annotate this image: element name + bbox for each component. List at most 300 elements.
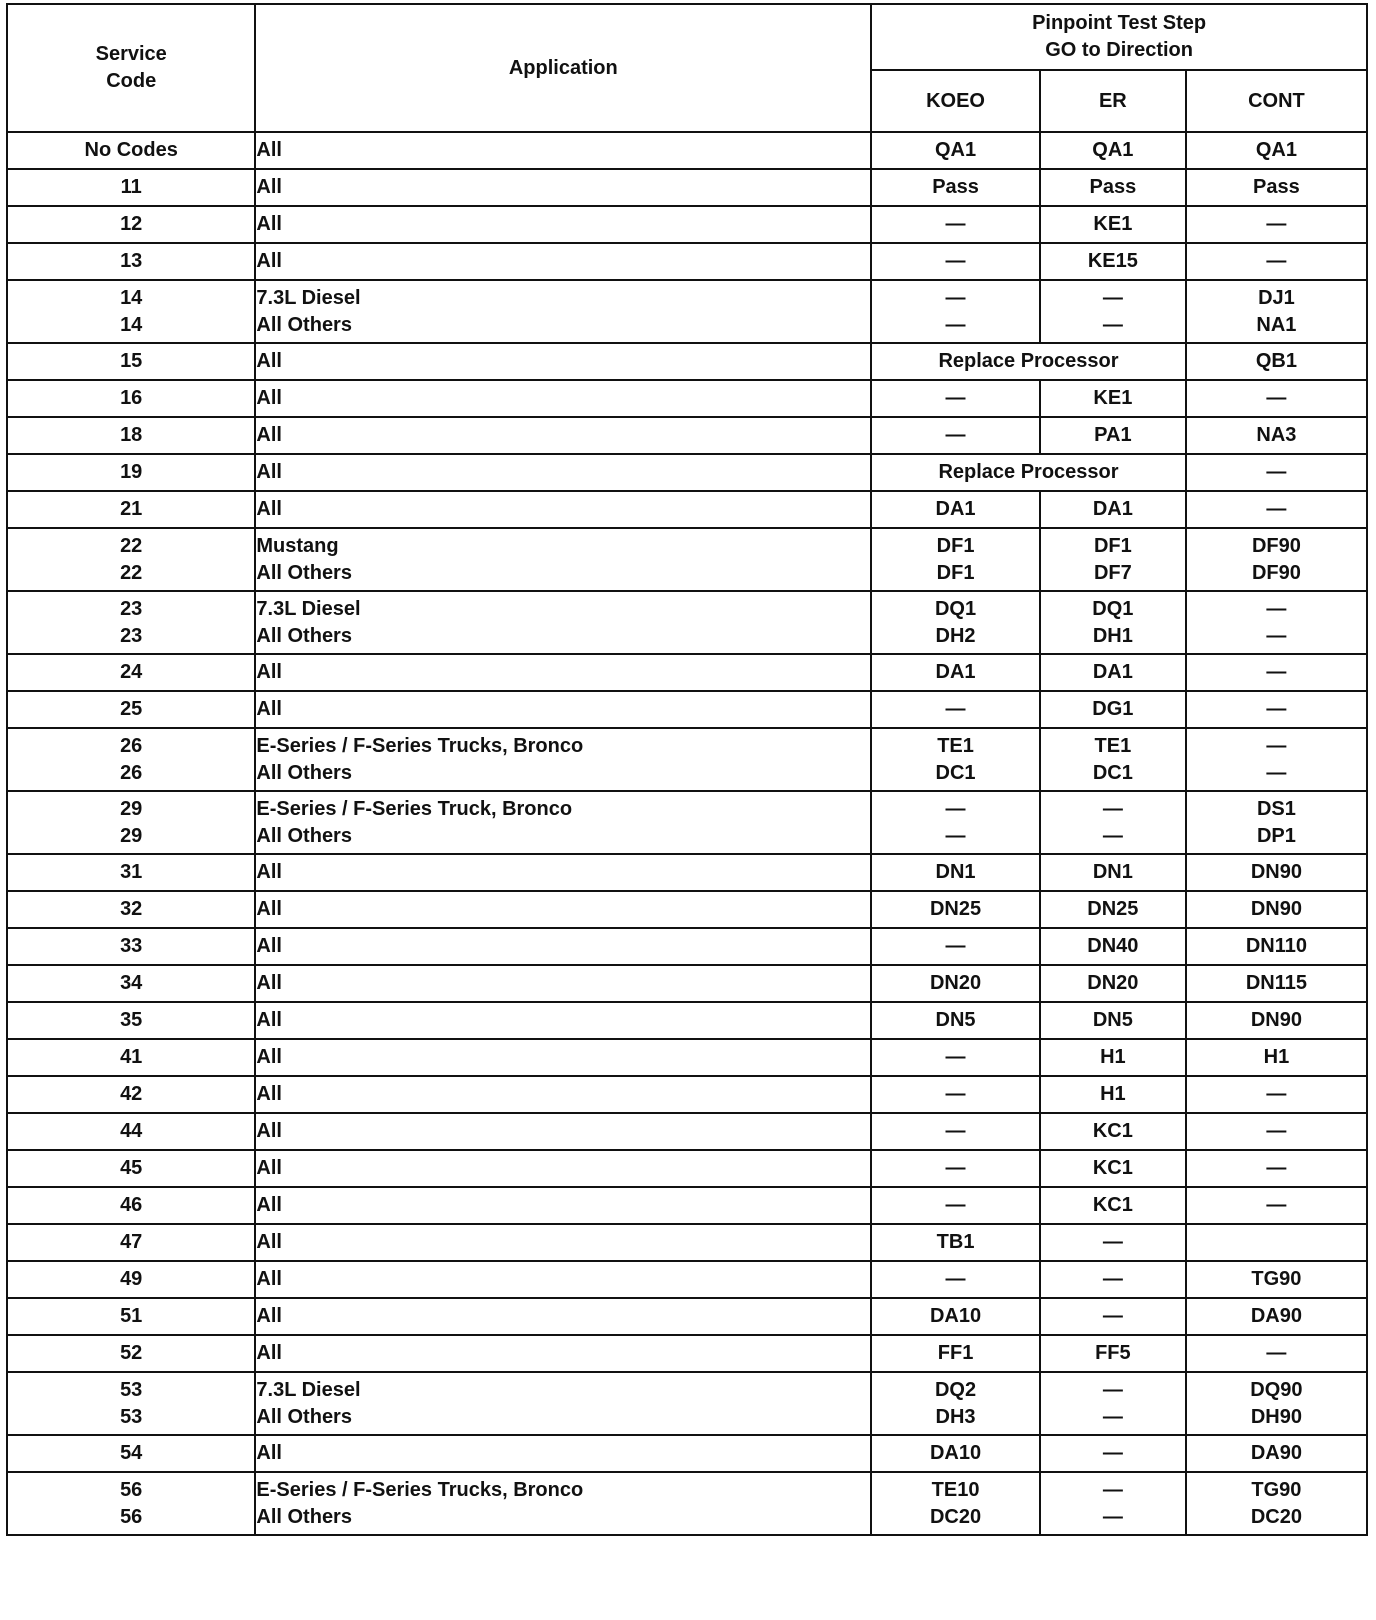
er-cell-line: DN40 — [1087, 935, 1139, 957]
koeo-cell — [871, 1187, 1040, 1224]
cont-cell-line: — — [1266, 1083, 1287, 1105]
koeo-cell-line: TE10 — [931, 1478, 980, 1501]
service-code-cell — [7, 691, 255, 728]
cont-cell-line: — — [1266, 761, 1287, 784]
table-row — [7, 417, 1367, 454]
service-code-cell-line: 19 — [120, 461, 143, 483]
service-code-cell-line: 53 — [120, 1405, 143, 1428]
application-cell — [255, 1039, 871, 1076]
er-cell — [1040, 243, 1186, 280]
service-code-cell — [7, 728, 255, 791]
er-cell — [1040, 891, 1186, 928]
application-cell — [255, 528, 871, 591]
er-cell-line: DN5 — [1092, 1009, 1133, 1031]
koeo-cell-line: DA10 — [929, 1305, 982, 1327]
er-cell — [1040, 380, 1186, 417]
service-code-cell-line: 42 — [120, 1083, 143, 1105]
service-code-cell-line: 26 — [120, 761, 143, 784]
service-code-cell — [7, 891, 255, 928]
application-cell — [255, 791, 871, 854]
table-row — [7, 1113, 1367, 1150]
table-row — [7, 1298, 1367, 1335]
cont-cell — [1186, 280, 1367, 343]
service-code-cell-line: 22 — [120, 534, 143, 557]
er-cell-line: DN20 — [1087, 972, 1139, 994]
cont-cell-line: — — [1266, 498, 1287, 520]
er-cell-line: Pass — [1089, 176, 1137, 198]
er-cell — [1040, 280, 1186, 343]
er-cell-line: PA1 — [1094, 424, 1132, 446]
cont-cell-line: DF90 — [1251, 534, 1301, 557]
service-code-cell-line: 56 — [120, 1505, 143, 1528]
application-cell-line: All — [256, 250, 282, 272]
application-cell — [255, 1335, 871, 1372]
koeo-cell — [871, 1372, 1040, 1435]
koeo-cell-line: — — [945, 1157, 966, 1179]
koeo-cell — [871, 1261, 1040, 1298]
er-cell — [1040, 1150, 1186, 1187]
koeo-cell-line: DH2 — [935, 624, 976, 647]
er-cell-line: DN25 — [1087, 898, 1139, 920]
table-row — [7, 1335, 1367, 1372]
application-cell — [255, 417, 871, 454]
er-cell-line: H1 — [1100, 1083, 1126, 1105]
application-cell — [255, 591, 871, 654]
application-cell — [255, 1113, 871, 1150]
er-cell-line: — — [1102, 1442, 1123, 1464]
service-code-cell-line: No Codes — [84, 139, 178, 161]
application-cell — [255, 243, 871, 280]
koeo-cell-line: DN5 — [935, 1009, 976, 1031]
service-code-cell-line: 23 — [120, 597, 143, 620]
service-code-cell-line: 16 — [120, 387, 143, 409]
header-koeo: KOEO — [871, 70, 1040, 132]
cont-cell — [1186, 1261, 1367, 1298]
table-row — [7, 454, 1367, 491]
service-code-cell-line: 56 — [120, 1478, 143, 1501]
koeo-cell — [871, 791, 1040, 854]
koeo-cell-line: TB1 — [936, 1231, 975, 1253]
service-code-cell — [7, 280, 255, 343]
er-cell — [1040, 169, 1186, 206]
application-cell-line: All — [256, 1268, 282, 1290]
service-code-cell — [7, 965, 255, 1002]
cont-cell-line: — — [1266, 597, 1287, 620]
cont-cell-line: DC20 — [1250, 1505, 1302, 1528]
application-cell — [255, 491, 871, 528]
table-row — [7, 1002, 1367, 1039]
application-cell-line: All — [256, 1083, 282, 1105]
application-cell-line: All — [256, 213, 282, 235]
cont-cell — [1186, 728, 1367, 791]
cont-cell-line: — — [1266, 1194, 1287, 1216]
application-cell — [255, 691, 871, 728]
cont-cell-line: — — [1266, 387, 1287, 409]
er-cell-line: — — [1102, 1505, 1123, 1528]
service-code-cell-line: 46 — [120, 1194, 143, 1216]
application-cell-line: All — [256, 661, 282, 683]
application-cell-line: All — [256, 1442, 282, 1464]
koeo-cell-line: DF1 — [936, 561, 975, 584]
service-code-cell-line: 31 — [120, 861, 143, 883]
koeo-cell — [871, 591, 1040, 654]
table-row — [7, 654, 1367, 691]
cont-cell-line: QA1 — [1255, 139, 1297, 161]
er-cell-line: — — [1102, 797, 1123, 820]
application-cell — [255, 891, 871, 928]
koeo-cell-line: DC1 — [935, 761, 976, 784]
er-cell-line: — — [1102, 286, 1123, 309]
cont-cell-line: DN115 — [1245, 972, 1307, 994]
application-cell — [255, 1002, 871, 1039]
er-cell — [1040, 691, 1186, 728]
koeo-cell — [871, 491, 1040, 528]
er-cell-line: — — [1102, 1305, 1123, 1327]
koeo-cell — [871, 654, 1040, 691]
application-cell-line: All Others — [256, 1405, 352, 1428]
koeo-cell-line: DN25 — [929, 898, 982, 920]
application-cell-line: All Others — [256, 1505, 352, 1528]
application-cell-line: All — [256, 1009, 282, 1031]
koeo-cell — [871, 1076, 1040, 1113]
cont-cell — [1186, 343, 1367, 380]
application-cell — [255, 654, 871, 691]
er-cell-line: QA1 — [1092, 139, 1134, 161]
er-cell — [1040, 1372, 1186, 1435]
koeo-cell — [871, 1335, 1040, 1372]
service-code-cell-line: 22 — [120, 561, 143, 584]
cont-cell-line: DH90 — [1250, 1405, 1302, 1428]
koeo-cell — [871, 1224, 1040, 1261]
service-code-cell — [7, 854, 255, 891]
er-cell-line: — — [1102, 1378, 1123, 1401]
table-row — [7, 1187, 1367, 1224]
table-row — [7, 1435, 1367, 1472]
er-cell — [1040, 728, 1186, 791]
service-code-cell-line: 13 — [120, 250, 143, 272]
service-code-cell — [7, 206, 255, 243]
cont-cell-line: DQ90 — [1250, 1378, 1303, 1401]
table-row — [7, 1150, 1367, 1187]
application-cell-line: E-Series / F-Series Trucks, Bronco — [256, 734, 584, 757]
header-group-line: GO to Direction — [1045, 39, 1193, 61]
application-cell-line: All Others — [256, 624, 352, 647]
application-cell-line: All — [256, 139, 282, 161]
service-code-cell-line: 23 — [120, 624, 143, 647]
service-code-cell-line: 53 — [120, 1378, 143, 1401]
service-code-cell — [7, 1076, 255, 1113]
cont-cell — [1186, 243, 1367, 280]
service-code-cell-line: 14 — [120, 286, 143, 309]
service-code-cell-line: 24 — [120, 661, 143, 683]
cont-cell — [1186, 1435, 1367, 1472]
koeo-cell — [871, 380, 1040, 417]
cont-cell-line: DA90 — [1250, 1305, 1302, 1327]
table-row — [7, 854, 1367, 891]
er-cell-line: — — [1102, 824, 1123, 847]
koeo-er-merged-cell: Replace Processor — [871, 343, 1186, 380]
cont-cell-line: H1 — [1263, 1046, 1290, 1068]
er-cell — [1040, 591, 1186, 654]
er-cell-line: DH1 — [1092, 624, 1133, 647]
service-code-cell — [7, 1187, 255, 1224]
cont-cell-line: DN90 — [1250, 1009, 1302, 1031]
cont-cell-line: — — [1266, 1157, 1287, 1179]
koeo-cell-line: DA1 — [935, 661, 976, 683]
cont-cell-line: — — [1266, 461, 1287, 483]
header-er: ER — [1040, 70, 1186, 132]
table-row — [7, 280, 1367, 343]
service-code-cell-line: 15 — [120, 350, 143, 372]
er-cell-line: DA1 — [1092, 498, 1133, 520]
koeo-cell — [871, 891, 1040, 928]
er-cell — [1040, 1113, 1186, 1150]
service-code-cell-line: 29 — [120, 824, 143, 847]
er-cell-line: KE1 — [1093, 387, 1133, 409]
cont-cell-line: DP1 — [1256, 824, 1296, 847]
table-row — [7, 1039, 1367, 1076]
service-code-cell — [7, 654, 255, 691]
application-cell — [255, 169, 871, 206]
table-row — [7, 1224, 1367, 1261]
er-cell-line: DN1 — [1092, 861, 1133, 883]
service-code-cell — [7, 1261, 255, 1298]
service-code-cell — [7, 1335, 255, 1372]
table-row — [7, 380, 1367, 417]
koeo-cell-line: — — [945, 797, 966, 820]
service-code-cell-line: 32 — [120, 898, 143, 920]
service-code-cell — [7, 132, 255, 169]
cont-cell — [1186, 1039, 1367, 1076]
koeo-cell-line: — — [945, 1046, 966, 1068]
koeo-cell — [871, 928, 1040, 965]
er-cell — [1040, 1435, 1186, 1472]
service-code-cell — [7, 528, 255, 591]
cont-cell-line: DN90 — [1250, 861, 1302, 883]
er-cell — [1040, 1298, 1186, 1335]
cont-cell-line: — — [1266, 698, 1287, 720]
application-cell-line: All Others — [256, 313, 352, 336]
application-cell-line: All — [256, 1157, 282, 1179]
koeo-cell-line: — — [945, 313, 966, 336]
er-cell-line: DQ1 — [1092, 597, 1134, 620]
service-code-cell — [7, 343, 255, 380]
application-cell-line: All — [256, 1231, 282, 1253]
application-cell — [255, 1435, 871, 1472]
application-cell-line: All — [256, 861, 282, 883]
service-code-cell — [7, 1372, 255, 1435]
application-cell — [255, 454, 871, 491]
service-code-cell — [7, 169, 255, 206]
service-code-cell-line: 25 — [120, 698, 143, 720]
koeo-cell — [871, 243, 1040, 280]
application-cell — [255, 928, 871, 965]
cont-cell — [1186, 691, 1367, 728]
koeo-cell-line: FF1 — [937, 1342, 974, 1364]
cont-cell-line: — — [1266, 661, 1287, 683]
application-cell — [255, 854, 871, 891]
service-code-cell — [7, 1113, 255, 1150]
service-code-cell — [7, 1039, 255, 1076]
koeo-cell — [871, 417, 1040, 454]
er-cell-line: KC1 — [1092, 1194, 1133, 1216]
er-cell-line: KC1 — [1092, 1120, 1133, 1142]
service-code-cell — [7, 1150, 255, 1187]
cont-cell — [1186, 1076, 1367, 1113]
koeo-cell-line: DN20 — [929, 972, 982, 994]
cont-cell-line: DN90 — [1250, 898, 1302, 920]
service-code-cell-line: 11 — [120, 176, 142, 198]
application-cell — [255, 1472, 871, 1535]
service-code-cell-line: 18 — [120, 424, 143, 446]
koeo-cell — [871, 728, 1040, 791]
application-cell-line: E-Series / F-Series Truck, Bronco — [256, 797, 573, 820]
cont-cell — [1186, 928, 1367, 965]
koeo-cell-line: — — [945, 824, 966, 847]
er-cell — [1040, 965, 1186, 1002]
koeo-cell-line: — — [945, 1194, 966, 1216]
koeo-cell — [871, 528, 1040, 591]
er-cell-line: KE15 — [1087, 250, 1138, 272]
koeo-cell — [871, 280, 1040, 343]
cont-cell — [1186, 591, 1367, 654]
er-cell — [1040, 1335, 1186, 1372]
er-cell-line: FF5 — [1095, 1342, 1131, 1364]
application-cell-line: Mustang — [256, 534, 339, 557]
cont-cell — [1186, 1002, 1367, 1039]
application-cell-line: All — [256, 350, 282, 372]
koeo-cell — [871, 206, 1040, 243]
table-row — [7, 891, 1367, 928]
application-cell — [255, 1150, 871, 1187]
er-cell — [1040, 1261, 1186, 1298]
header-group-line: Pinpoint Test Step — [1032, 12, 1207, 34]
cont-cell — [1186, 491, 1367, 528]
service-code-cell — [7, 1472, 255, 1535]
koeo-cell-line: DA10 — [929, 1442, 982, 1464]
service-code-cell-line: 44 — [120, 1120, 143, 1142]
application-cell — [255, 965, 871, 1002]
application-cell — [255, 1372, 871, 1435]
cont-cell — [1186, 1335, 1367, 1372]
cont-cell-line: DN110 — [1245, 935, 1307, 957]
koeo-cell — [871, 1298, 1040, 1335]
koeo-cell — [871, 1039, 1040, 1076]
koeo-cell-line: — — [945, 424, 966, 446]
application-cell-line: All — [256, 498, 282, 520]
er-cell-line: KE1 — [1093, 213, 1133, 235]
application-cell-line: All — [256, 387, 282, 409]
cont-cell-line: QB1 — [1255, 350, 1297, 372]
table-row — [7, 1372, 1367, 1435]
table-row — [7, 1261, 1367, 1298]
header-application: Application — [255, 4, 871, 132]
koeo-cell-line: — — [945, 286, 966, 309]
cont-cell-line: DA90 — [1250, 1442, 1302, 1464]
service-code-cell-line: 47 — [120, 1231, 143, 1253]
application-cell-line: All — [256, 424, 282, 446]
cont-cell-line: — — [1266, 213, 1287, 235]
service-code-cell — [7, 454, 255, 491]
er-cell-line: — — [1102, 1268, 1123, 1290]
application-cell-line: All Others — [256, 561, 352, 584]
application-cell — [255, 1076, 871, 1113]
application-cell-line: All Others — [256, 824, 352, 847]
service-code-cell-line: 52 — [120, 1342, 143, 1364]
koeo-cell — [871, 1150, 1040, 1187]
cont-cell-line: — — [1266, 624, 1287, 647]
koeo-cell-line: DF1 — [936, 534, 975, 557]
er-cell — [1040, 1224, 1186, 1261]
cont-cell — [1186, 417, 1367, 454]
service-code-cell — [7, 928, 255, 965]
koeo-cell-line: — — [945, 1268, 966, 1290]
table-row — [7, 132, 1367, 169]
koeo-cell — [871, 169, 1040, 206]
cont-cell-line: — — [1266, 734, 1287, 757]
cont-cell-line: DF90 — [1251, 561, 1301, 584]
er-cell — [1040, 1039, 1186, 1076]
application-cell-line: All — [256, 1120, 282, 1142]
er-cell — [1040, 1002, 1186, 1039]
er-cell — [1040, 791, 1186, 854]
service-code-cell — [7, 243, 255, 280]
service-code-cell — [7, 380, 255, 417]
cont-cell — [1186, 854, 1367, 891]
er-cell-line: DF7 — [1093, 561, 1132, 584]
er-cell — [1040, 1472, 1186, 1535]
service-code-cell — [7, 791, 255, 854]
service-code-cell — [7, 417, 255, 454]
table-row — [7, 1472, 1367, 1535]
application-cell — [255, 280, 871, 343]
er-cell — [1040, 854, 1186, 891]
er-cell — [1040, 654, 1186, 691]
application-cell — [255, 1298, 871, 1335]
er-cell — [1040, 1076, 1186, 1113]
cont-cell — [1186, 169, 1367, 206]
application-cell — [255, 728, 871, 791]
service-code-cell-line: 41 — [120, 1046, 143, 1068]
er-cell-line: DA1 — [1092, 661, 1133, 683]
header-service-code-line: Code — [106, 70, 157, 92]
koeo-er-merged-cell: Replace Processor — [871, 454, 1186, 491]
koeo-cell — [871, 1472, 1040, 1535]
table-row — [7, 791, 1367, 854]
table-row — [7, 343, 1367, 380]
application-cell — [255, 206, 871, 243]
application-cell — [255, 1187, 871, 1224]
table-row — [7, 965, 1367, 1002]
service-code-cell-line: 21 — [120, 498, 143, 520]
application-cell-line: All — [256, 898, 282, 920]
er-cell — [1040, 206, 1186, 243]
er-cell-line: DG1 — [1092, 698, 1134, 720]
koeo-cell-line: DA1 — [935, 498, 976, 520]
application-cell-line: All — [256, 461, 282, 483]
application-cell-line: All — [256, 176, 282, 198]
cont-cell — [1186, 528, 1367, 591]
table-row — [7, 728, 1367, 791]
cont-cell — [1186, 380, 1367, 417]
service-code-cell-line: 14 — [120, 313, 143, 336]
table-row — [7, 206, 1367, 243]
table-row — [7, 691, 1367, 728]
cont-cell — [1186, 206, 1367, 243]
cont-cell — [1186, 1187, 1367, 1224]
koeo-cell-line: DQ2 — [934, 1378, 977, 1401]
service-code-cell — [7, 491, 255, 528]
